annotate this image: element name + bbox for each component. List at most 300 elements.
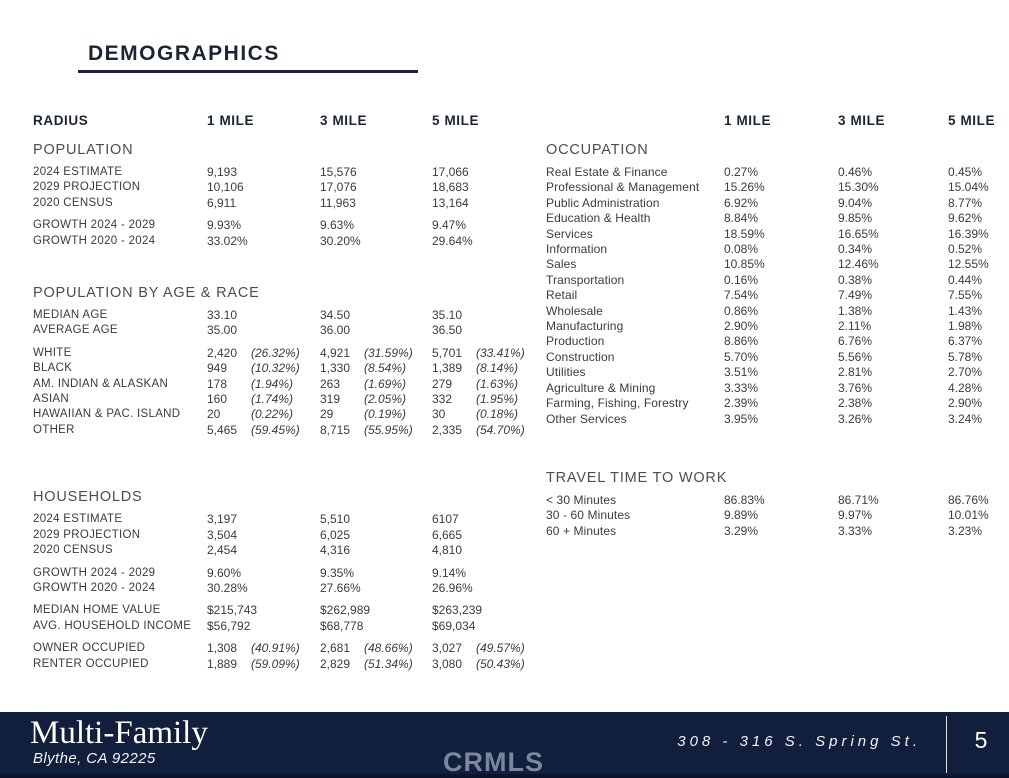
cell-value [432, 234, 534, 249]
cell-percent: (1.95%) [476, 392, 519, 407]
cell-number: 15.30% [838, 180, 879, 195]
page-number: 5 [974, 727, 988, 753]
cell-value [838, 304, 948, 319]
cell-value [207, 581, 320, 596]
cell-value [724, 396, 838, 411]
row-group [33, 512, 534, 558]
cell-percent: (54.70%) [476, 422, 525, 437]
cell-value [724, 288, 838, 303]
row-label: < 30 Minutes [546, 492, 617, 507]
cell-value [948, 319, 1009, 334]
cell-number: 4,810 [432, 543, 463, 558]
cell-number: 1.43% [948, 303, 983, 318]
cell-value [207, 566, 320, 581]
cell-number: 27.66% [320, 580, 361, 595]
demographics-table-left [33, 113, 534, 672]
cell-value [320, 423, 432, 438]
title-underline [78, 70, 418, 73]
cell-number: 29 [320, 407, 334, 422]
cell-number: 3.23% [948, 523, 983, 538]
cell-number: 2.11% [838, 319, 872, 334]
row-label: MEDIAN HOME VALUE [33, 604, 161, 617]
cell-number: 0.45% [948, 165, 983, 179]
cell-value [432, 361, 534, 376]
table-row [33, 218, 534, 233]
row-label: ASIAN [33, 393, 70, 406]
cell-value [838, 288, 948, 303]
cell-number: 0.16% [724, 272, 759, 287]
cell-number: 0.46% [838, 165, 873, 179]
cell-number: 263 [320, 376, 341, 391]
section-travel-time-to-work [546, 470, 1009, 539]
cell-percent: (0.19%) [364, 407, 407, 422]
cell-number: 6.76% [838, 334, 873, 349]
table-row [546, 412, 1009, 427]
cell-number: 36.00 [320, 323, 351, 338]
table-row [33, 180, 534, 195]
cell-value [432, 512, 534, 527]
cell-value [838, 334, 948, 349]
cell-number: 9.62% [948, 211, 983, 226]
cell-value [838, 196, 948, 211]
row-label: BLACK [33, 362, 73, 375]
row-label: 30 - 60 Minutes [546, 508, 631, 523]
row-label: MEDIAN AGE [33, 309, 108, 322]
row-label: GROWTH 2020 - 2024 [33, 234, 156, 247]
table-row [33, 361, 534, 376]
cell-percent: (10.32%) [251, 361, 300, 376]
cell-number: 0.52% [948, 242, 983, 257]
cell-value [838, 257, 948, 272]
cell-value [724, 180, 838, 195]
cell-percent: (1.94%) [251, 376, 294, 391]
cell-value [948, 196, 1009, 211]
cell-value [207, 180, 320, 195]
cell-number: 9.47% [432, 218, 467, 233]
table-row [546, 396, 1009, 411]
section-title: TRAVEL TIME TO WORK [546, 469, 728, 486]
row-group [33, 346, 534, 438]
row-label: 2020 CENSUS [33, 196, 114, 209]
cell-number: $215,743 [207, 603, 258, 618]
cell-number: 9.89% [724, 508, 759, 523]
cell-percent: (26.32%) [251, 345, 300, 360]
table-row [546, 381, 1009, 396]
cell-number: 3.33% [724, 380, 759, 395]
table-row [33, 377, 534, 392]
cell-number: 8.77% [948, 195, 983, 210]
cell-value [320, 196, 432, 211]
cell-value [207, 234, 320, 249]
cell-percent: (1.74%) [251, 392, 294, 407]
cell-value [948, 365, 1009, 380]
row-label: GROWTH 2024 - 2029 [33, 219, 156, 232]
cell-value [207, 423, 320, 438]
row-label: GROWTH 2020 - 2024 [33, 581, 156, 594]
cell-number: 3.51% [724, 365, 759, 380]
cell-value [838, 493, 948, 508]
cell-number: 9.14% [432, 565, 467, 580]
cell-value [320, 218, 432, 233]
row-label: Professional & Management [546, 180, 700, 195]
cell-value [207, 641, 320, 656]
table-row [33, 407, 534, 422]
cell-number: 33.02% [207, 233, 248, 248]
cell-number: 0.08% [724, 242, 759, 257]
cell-number: 0.38% [838, 272, 873, 287]
cell-number: 12.55% [948, 257, 989, 272]
cell-number: 11,963 [320, 195, 356, 210]
cell-value [724, 381, 838, 396]
cell-number: 9.35% [320, 565, 355, 580]
table-row [33, 323, 534, 338]
cell-number: 17,066 [432, 165, 469, 179]
column-header-row-left [33, 113, 534, 129]
cell-number: 20 [207, 407, 221, 422]
cell-number: 9,193 [207, 165, 238, 179]
cell-value [432, 423, 534, 438]
cell-value [320, 512, 432, 527]
table-row [546, 493, 1009, 508]
cell-value [948, 288, 1009, 303]
cell-number: 0.44% [948, 272, 983, 287]
cell-value [320, 528, 432, 543]
cell-number: 26.96% [432, 580, 473, 595]
mile-5-column-header: 5 MILE [948, 113, 996, 128]
cell-value [838, 350, 948, 365]
cell-number: 5.56% [838, 349, 873, 364]
cell-value [948, 304, 1009, 319]
cell-percent: (55.95%) [364, 422, 413, 437]
cell-number: 36.50 [432, 323, 463, 338]
table-row [33, 657, 534, 672]
cell-number: 15.04% [948, 180, 989, 195]
cell-value [724, 257, 838, 272]
cell-number: 16.39% [948, 226, 989, 241]
cell-number: 2,454 [207, 543, 238, 558]
cell-number: 86.71% [838, 492, 879, 507]
cell-value [432, 218, 534, 233]
cell-value [948, 508, 1009, 523]
cell-number: 30 [432, 407, 446, 422]
table-row [546, 350, 1009, 365]
cell-value [207, 218, 320, 233]
table-row [33, 423, 534, 438]
cell-value [432, 407, 534, 422]
table-row [33, 528, 534, 543]
cell-number: 15,576 [320, 165, 357, 179]
cell-value [320, 619, 432, 634]
cell-number: 6107 [432, 512, 459, 527]
cell-percent: (0.22%) [251, 407, 294, 422]
cell-value [948, 334, 1009, 349]
cell-number: 5,701 [432, 345, 463, 360]
cell-value [948, 273, 1009, 288]
cell-value [320, 165, 432, 180]
cell-number: 7.54% [724, 288, 759, 303]
cell-number: 9.63% [320, 218, 355, 233]
property-address: 308 - 316 S. Spring St. [677, 733, 921, 750]
cell-number: 2,829 [320, 656, 351, 671]
cell-value [320, 581, 432, 596]
cell-number: 7.55% [948, 288, 983, 303]
cell-value [838, 165, 948, 180]
row-label: Construction [546, 349, 615, 364]
cell-value [207, 619, 320, 634]
cell-value [948, 227, 1009, 242]
table-row [546, 227, 1009, 242]
cell-number: 1,889 [207, 656, 238, 671]
cell-number: 3.26% [838, 411, 873, 426]
cell-number: 3,080 [432, 656, 463, 671]
cell-number: 8.86% [724, 334, 759, 349]
cell-number: 319 [320, 392, 341, 407]
cell-number: 3.76% [838, 380, 873, 395]
table-row [546, 508, 1009, 523]
cell-value [320, 566, 432, 581]
cell-number: 10.85% [724, 257, 765, 272]
cell-value [432, 180, 534, 195]
row-group [33, 566, 534, 597]
cell-value [432, 308, 534, 323]
cell-number: 18,683 [432, 180, 469, 195]
cell-value [320, 180, 432, 195]
cell-value [724, 508, 838, 523]
cell-number: 3,027 [432, 641, 463, 656]
row-group [546, 165, 1009, 427]
row-label: 2029 PROJECTION [33, 528, 141, 541]
cell-percent: (48.66%) [364, 641, 413, 656]
cell-percent: (50.43%) [476, 656, 525, 671]
mile-1-column-header: 1 MILE [724, 113, 772, 128]
cell-number: 33.10 [207, 308, 238, 323]
cell-value [432, 603, 534, 618]
cell-value [320, 234, 432, 249]
table-row [546, 242, 1009, 257]
cell-number: 9.04% [838, 195, 873, 210]
row-label: AVG. HOUSEHOLD INCOME [33, 619, 192, 632]
column-header-row-right [546, 113, 1009, 129]
cell-percent: (51.34%) [364, 656, 413, 671]
row-group [33, 603, 534, 634]
cell-value [320, 346, 432, 361]
cell-value [838, 319, 948, 334]
cell-number: 5,465 [207, 422, 238, 437]
cell-number: 3.33% [838, 523, 873, 538]
row-label: WHITE [33, 346, 72, 359]
footer-divider [946, 716, 947, 773]
cell-value [724, 227, 838, 242]
cell-value [432, 165, 534, 180]
row-label: 60 + Minutes [546, 523, 617, 538]
cell-value [724, 211, 838, 226]
cell-number: 6,665 [432, 527, 463, 542]
cell-value [320, 543, 432, 558]
cell-value [432, 377, 534, 392]
cell-value [320, 657, 432, 672]
cell-number: 4,921 [320, 345, 351, 360]
cell-value [207, 377, 320, 392]
row-label: Sales [546, 257, 577, 272]
table-row [33, 641, 534, 656]
cell-value [320, 323, 432, 338]
cell-number: 10.01% [948, 508, 989, 523]
cell-percent: (1.63%) [476, 376, 519, 391]
table-row [546, 288, 1009, 303]
row-label: Manufacturing [546, 319, 624, 334]
section-title: POPULATION BY AGE & RACE [33, 285, 260, 302]
row-label: OWNER OCCUPIED [33, 642, 146, 655]
table-row [33, 566, 534, 581]
cell-value [948, 211, 1009, 226]
mile-3-column-header: 3 MILE [320, 113, 368, 128]
cell-percent: (8.14%) [476, 361, 519, 376]
cell-number: 18.59% [724, 226, 765, 241]
cell-value [207, 308, 320, 323]
cell-number: 5.70% [724, 349, 759, 364]
cell-number: 2.81% [838, 365, 873, 380]
cell-number: $68,778 [320, 618, 364, 633]
cell-value [320, 641, 432, 656]
cell-percent: (2.05%) [364, 392, 407, 407]
section-households [33, 489, 534, 672]
row-label: 2029 PROJECTION [33, 181, 141, 194]
cell-number: $69,034 [432, 618, 476, 633]
cell-number: 7.49% [838, 288, 873, 303]
cell-number: 2,420 [207, 345, 238, 360]
cell-value [207, 323, 320, 338]
cell-number: 2,681 [320, 641, 351, 656]
table-row [33, 196, 534, 211]
row-label: Real Estate & Finance [546, 165, 668, 179]
table-row [546, 180, 1009, 195]
cell-number: 9.97% [838, 508, 873, 523]
cell-value [838, 227, 948, 242]
cell-value [838, 180, 948, 195]
cell-number: 17,076 [320, 180, 357, 195]
cell-number: 29.64% [432, 233, 473, 248]
cell-value [948, 165, 1009, 180]
row-label: RENTER OCCUPIED [33, 657, 149, 670]
row-label: OTHER [33, 423, 75, 436]
cell-number: $262,989 [320, 603, 371, 618]
cell-number: 0.34% [838, 242, 873, 257]
table-row [33, 619, 534, 634]
crmls-watermark: CRMLS [443, 747, 544, 777]
cell-value [948, 524, 1009, 539]
cell-value [207, 512, 320, 527]
cell-number: 0.86% [724, 303, 759, 318]
table-row [546, 319, 1009, 334]
cell-value [432, 641, 534, 656]
cell-number: 332 [432, 392, 453, 407]
cell-value [724, 319, 838, 334]
table-row [546, 257, 1009, 272]
cell-number: 178 [207, 376, 228, 391]
cell-number: $56,792 [207, 618, 251, 633]
cell-number: 2.39% [724, 396, 759, 411]
cell-number: 2.90% [948, 396, 983, 411]
demographics-table-right [546, 113, 1009, 539]
cell-value [948, 257, 1009, 272]
section-title: POPULATION [33, 142, 134, 158]
cell-number: 9.93% [207, 218, 242, 233]
cell-value [724, 493, 838, 508]
cell-value [432, 346, 534, 361]
table-row [33, 392, 534, 407]
cell-number: 15.26% [724, 180, 765, 195]
cell-value [724, 350, 838, 365]
cell-value [320, 392, 432, 407]
cell-value [207, 361, 320, 376]
section-population [33, 142, 534, 249]
cell-value [948, 412, 1009, 427]
table-row [546, 524, 1009, 539]
cell-value [432, 566, 534, 581]
row-label: 2020 CENSUS [33, 544, 114, 557]
cell-number: 160 [207, 392, 228, 407]
table-row [546, 211, 1009, 226]
cell-number: 1,330 [320, 361, 351, 376]
cell-number: 8,715 [320, 422, 351, 437]
property-location: Blythe, CA 92225 [33, 750, 156, 767]
row-group [33, 218, 534, 249]
cell-number: 9.60% [207, 565, 242, 580]
cell-number: $263,239 [432, 603, 483, 618]
cell-number: 949 [207, 361, 228, 376]
row-label: 2024 ESTIMATE [33, 166, 123, 178]
cell-number: 1,308 [207, 641, 238, 656]
cell-percent: (8.54%) [364, 361, 407, 376]
cell-number: 35.10 [432, 308, 463, 323]
cell-number: 279 [432, 376, 453, 391]
table-row [33, 603, 534, 618]
table-row [33, 346, 534, 361]
cell-number: 4.28% [948, 380, 983, 395]
table-row [546, 304, 1009, 319]
cell-value [432, 196, 534, 211]
row-label: Other Services [546, 411, 627, 426]
cell-value [948, 350, 1009, 365]
table-row [33, 308, 534, 323]
page-title: DEMOGRAPHICS [88, 42, 280, 65]
cell-number: 0.27% [724, 165, 759, 179]
cell-number: 3.24% [948, 411, 983, 426]
cell-percent: (0.18%) [476, 407, 519, 422]
row-label: Retail [546, 288, 578, 303]
cell-number: 3,504 [207, 527, 238, 542]
row-label: Public Administration [546, 195, 660, 210]
cell-value [320, 308, 432, 323]
cell-value [724, 242, 838, 257]
cell-value [724, 304, 838, 319]
cell-value [432, 657, 534, 672]
cell-number: 1.98% [948, 319, 983, 334]
cell-value [724, 196, 838, 211]
table-row [33, 512, 534, 527]
sections-right [546, 142, 1009, 539]
cell-value [948, 180, 1009, 195]
row-label: Services [546, 226, 593, 241]
row-label: Transportation [546, 272, 625, 287]
cell-value [207, 543, 320, 558]
cell-number: 10,106 [207, 180, 244, 195]
cell-number: 6.92% [724, 195, 759, 210]
table-row [33, 581, 534, 596]
cell-value [207, 603, 320, 618]
cell-value [207, 657, 320, 672]
cell-value [432, 619, 534, 634]
